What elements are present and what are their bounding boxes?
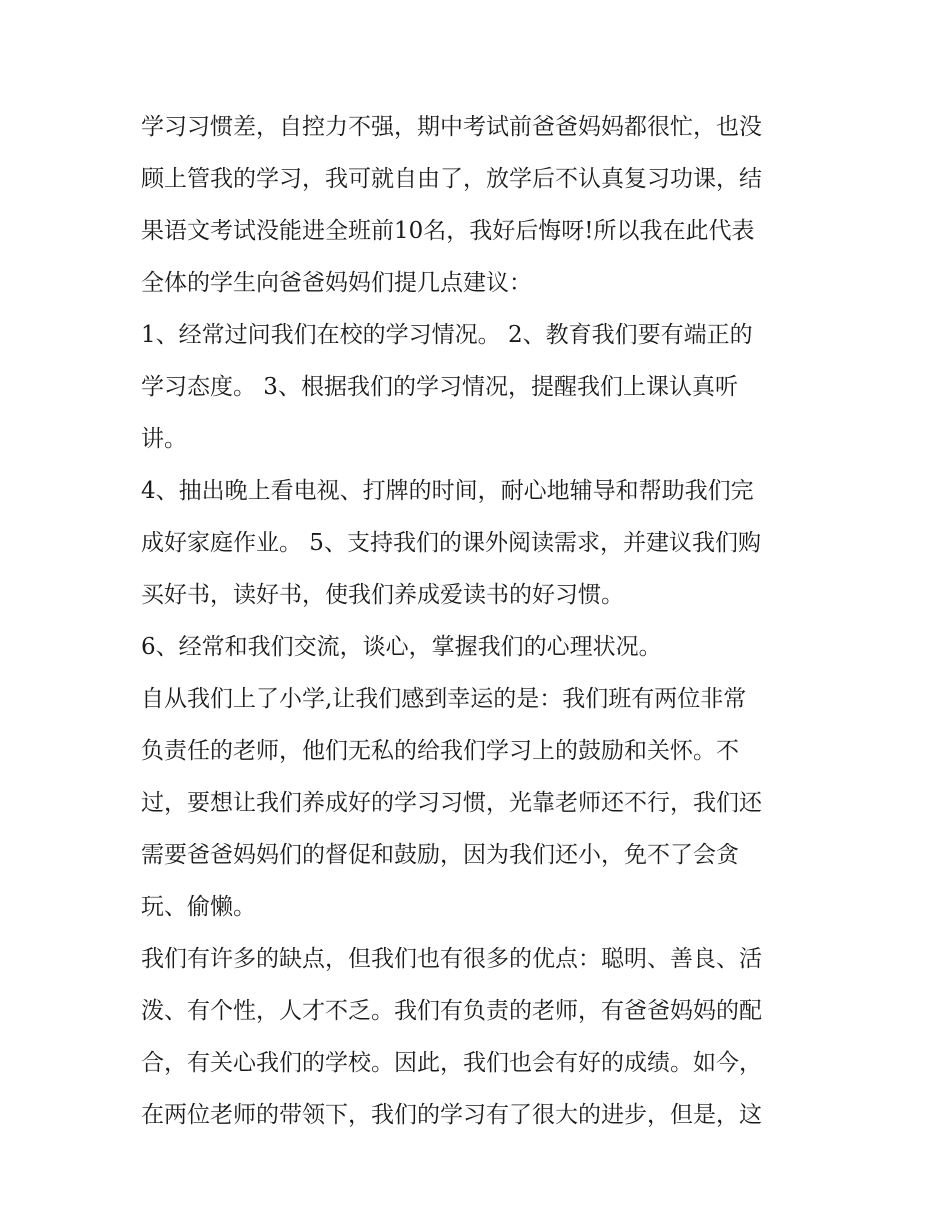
text-line: 6、经常和我们交流，谈心，掌握我们的心理状况。 — [141, 634, 662, 660]
text-line: 全体的学生向爸爸妈妈们提几点建议： — [141, 270, 532, 296]
text-line: 合，有关心我们的学校。因此，我们也会有好的成绩。如今， — [141, 1050, 762, 1076]
text-line: 泼、有个性，人才不乏。我们有负责的老师，有爸爸妈妈的配 — [141, 998, 762, 1024]
text-line: 学习习惯差，自控力不强，期中考试前爸爸妈妈都很忙，也没 — [141, 114, 762, 140]
text-line: 过，要想让我们养成好的学习习惯，光靠老师还不行，我们还 — [141, 790, 762, 816]
text-line: 顾上管我的学习，我可就自由了，放学后不认真复习功课，结 — [141, 166, 762, 192]
text-line: 讲。 — [141, 426, 187, 452]
text-line: 4、抽出晚上看电视、打牌的时间，耐心地辅导和帮助我们完 — [141, 478, 754, 504]
text-line: 学习态度。 3、根据我们的学习情况，提醒我们上课认真听 — [141, 374, 738, 400]
text-line: 我们有许多的缺点，但我们也有很多的优点：聪明、善良、活 — [141, 946, 762, 972]
text-line: 在两位老师的带领下，我们的学习有了很大的进步，但是，这 — [141, 1102, 762, 1128]
text-line: 1、经常过问我们在校的学习情况。 2、教育我们要有端正的 — [141, 322, 753, 348]
text-line: 自从我们上了小学,让我们感到幸运的是：我们班有两位非常 — [141, 686, 747, 712]
text-line: 果语文考试没能进全班前10名，我好后悔呀!所以我在此代表 — [141, 218, 755, 244]
text-line: 买好书，读好书，使我们养成爱读书的好习惯。 — [141, 582, 624, 608]
text-line: 负责任的老师，他们无私的给我们学习上的鼓励和关怀。不 — [141, 738, 739, 764]
text-line: 成好家庭作业。 5、支持我们的课外阅读需求，并建议我们购 — [141, 530, 761, 556]
text-line: 玩、偷懒。 — [141, 894, 256, 920]
document-body — [141, 101, 821, 1141]
text-line: 需要爸爸妈妈们的督促和鼓励，因为我们还小，免不了会贪 — [141, 842, 739, 868]
